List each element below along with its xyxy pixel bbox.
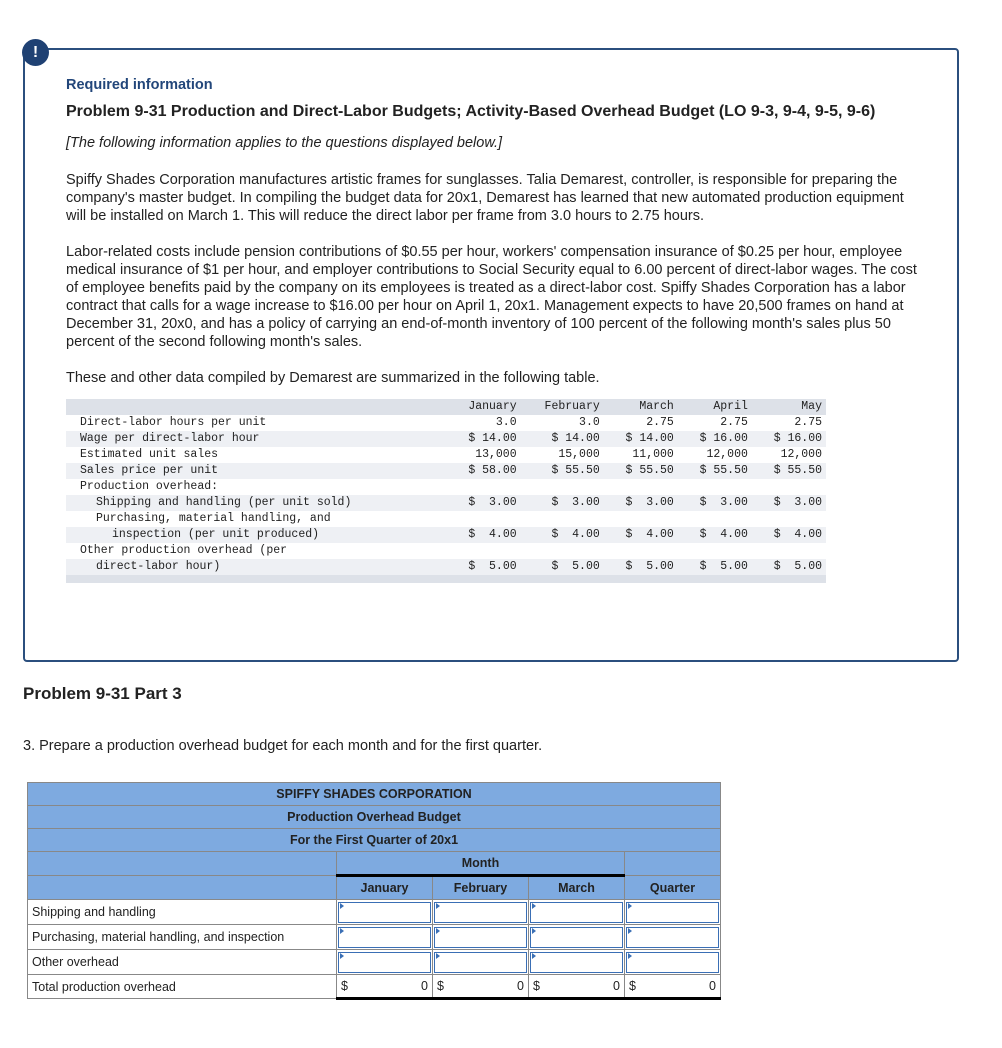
row-label: Direct-labor hours per unit [80,416,267,429]
info-content [66,76,926,583]
input-quarter[interactable] [625,950,721,975]
total-value: 0 [709,979,716,993]
question-text: 3. Prepare a production overhead budget for each month and for the first quarter. [23,738,543,754]
cell-value: 12,000 [780,448,822,461]
input-march[interactable] [529,925,625,950]
total-value: 0 [421,979,428,993]
row-label: Other overhead [28,950,337,975]
currency-sign: $ [533,979,540,993]
cell-value: $ 14.00 [604,431,678,447]
cell-value: 12,000 [706,448,748,461]
cell-value: $ 55.50 [678,463,752,479]
empty-cell [521,511,604,527]
cell-value: 2.75 [646,416,674,429]
input-january[interactable] [337,900,433,925]
empty-cell [604,479,678,495]
cell-value: $ 14.00 [521,431,604,447]
input-quarter[interactable] [625,900,721,925]
empty-cell [604,511,678,527]
table-row [66,559,826,575]
empty-cell [604,543,678,559]
row-label: Other production overhead (per [80,544,288,557]
paragraph-2: Labor-related costs include pension contributions of $0.55 per hour, workers' compensation insurance of $0.25 per hour, employee medical insurance of $1 per hour, and employer contributions to Social Security equal to 6.00 percent of direct-labor wages. The cost of employee benefits paid by the company on its employees is treated as a direct-labor cost. Spiffy Shades Corporation has a labor contract that calls for a wage increase to $16.00 per hour on April 1, 20x1. Management expects to have 20,500 frames on hand at December 31, 20x0, and has a policy of carrying an end-of-month inventory of 100 percent of the following month's sales plus 50 percent of the second following month's sales. [66,244,917,350]
data-table [66,399,826,583]
table-row [66,463,826,479]
budget-row [28,925,721,950]
cell-value: $ 5.00 [521,559,604,575]
total-quarter [625,975,721,999]
cell-value: $ 3.00 [521,495,604,511]
empty-cell [521,543,604,559]
cell-value: $ 5.00 [604,559,678,575]
required-info-heading: Required information [66,77,213,93]
cell-value: $ 58.00 [447,463,521,479]
company-name: SPIFFY SHADES CORPORATION [28,783,721,806]
empty-cell [447,479,521,495]
column-header: March [604,399,678,415]
row-label: Estimated unit sales [80,448,219,461]
currency-sign: $ [437,979,444,993]
cell-value: $ 55.50 [752,463,826,479]
blank-cell [28,852,337,876]
alert-icon: ! [22,39,49,66]
cell-value: $ 55.50 [521,463,604,479]
empty-cell [752,543,826,559]
cell-value: $ 4.00 [752,527,826,543]
input-february[interactable] [433,925,529,950]
row-label: Production overhead: [80,480,219,493]
cell-value: $ 4.00 [678,527,752,543]
paragraph-1: Spiffy Shades Corporation manufactures artistic frames for sunglasses. Talia Demarest, controller, is responsible for preparing the company's master budget. In compiling the budget data for 20x1, Demarest has learned that new automated production equipment will be installed on March 1. This will reduce the direct labor per frame from 3.0 hours to 2.75 hours. [66,172,904,224]
empty-cell [678,479,752,495]
cell-value: 2.75 [720,416,748,429]
column-header: April [678,399,752,415]
budget-period: For the First Quarter of 20x1 [28,829,721,852]
budget-row [28,950,721,975]
cell-value: $ 3.00 [678,495,752,511]
currency-sign: $ [629,979,636,993]
cell-value: $ 4.00 [447,527,521,543]
input-february[interactable] [433,950,529,975]
input-january[interactable] [337,950,433,975]
cell-value: $ 4.00 [604,527,678,543]
empty-cell [521,479,604,495]
cell-value: 3.0 [495,416,517,429]
table-row [66,431,826,447]
total-label: Total production overhead [28,975,337,999]
total-value: 0 [517,979,524,993]
table-row [66,511,826,527]
cell-value: $ 16.00 [752,431,826,447]
table-header-row [66,399,826,415]
table-footer [66,575,826,583]
total-march [529,975,625,999]
production-overhead-budget-table [27,782,721,1000]
cell-value: $ 5.00 [752,559,826,575]
column-quarter: Quarter [625,876,721,900]
problem-title: Problem 9-31 Production and Direct-Labor Budgets; Activity-Based Overhead Budget (LO 9-3, 9-4, 9-5, 9-6) [66,103,876,120]
paragraph-3: These and other data compiled by Demarest are summarized in the following table. [66,370,600,386]
row-label: inspection (per unit produced) [66,527,447,543]
input-march[interactable] [529,950,625,975]
cell-value: 15,000 [558,448,600,461]
column-header: February [521,399,604,415]
column-january: January [337,876,433,900]
total-january [337,975,433,999]
column-march: March [529,876,625,900]
table-row [66,543,826,559]
column-header: January [447,399,521,415]
table-row [66,479,826,495]
empty-cell [447,543,521,559]
row-label: Shipping and handling (per unit sold) [66,495,447,511]
empty-cell [678,543,752,559]
input-quarter[interactable] [625,925,721,950]
column-february: February [433,876,529,900]
table-row [66,415,826,431]
table-row [66,527,826,543]
row-label: Purchasing, material handling, and inspection [28,925,337,950]
empty-cell [447,511,521,527]
cell-value: $ 3.00 [752,495,826,511]
cell-value: $ 14.00 [447,431,521,447]
total-value: 0 [613,979,620,993]
cell-value: $ 4.00 [521,527,604,543]
empty-cell [752,511,826,527]
row-label: direct-labor hour) [66,559,447,575]
empty-cell [752,479,826,495]
row-label: Shipping and handling [28,900,337,925]
column-header: May [752,399,826,415]
cell-value: $ 55.50 [604,463,678,479]
table-row [66,495,826,511]
cell-value: $ 16.00 [678,431,752,447]
cell-value: $ 5.00 [447,559,521,575]
month-header: Month [337,852,625,876]
cell-value: $ 3.00 [604,495,678,511]
part-heading: Problem 9-31 Part 3 [23,684,182,703]
total-february [433,975,529,999]
row-label: Wage per direct-labor hour [66,431,447,447]
currency-sign: $ [341,979,348,993]
cell-value: 11,000 [632,448,674,461]
input-february[interactable] [433,900,529,925]
blank-cell [625,852,721,876]
input-march[interactable] [529,900,625,925]
cell-value: $ 3.00 [447,495,521,511]
budget-row [28,900,721,925]
cell-value: 13,000 [475,448,517,461]
table-row [66,447,826,463]
empty-cell [678,511,752,527]
row-label: Purchasing, material handling, and [96,512,331,525]
input-january[interactable] [337,925,433,950]
cell-value: $ 5.00 [678,559,752,575]
budget-name: Production Overhead Budget [28,806,721,829]
cell-value: 3.0 [579,416,600,429]
blank-cell [28,876,337,900]
row-label: Sales price per unit [66,463,447,479]
cell-value: 2.75 [794,416,822,429]
info-note: [The following information applies to the questions displayed below.] [66,135,503,151]
total-row [28,975,721,999]
